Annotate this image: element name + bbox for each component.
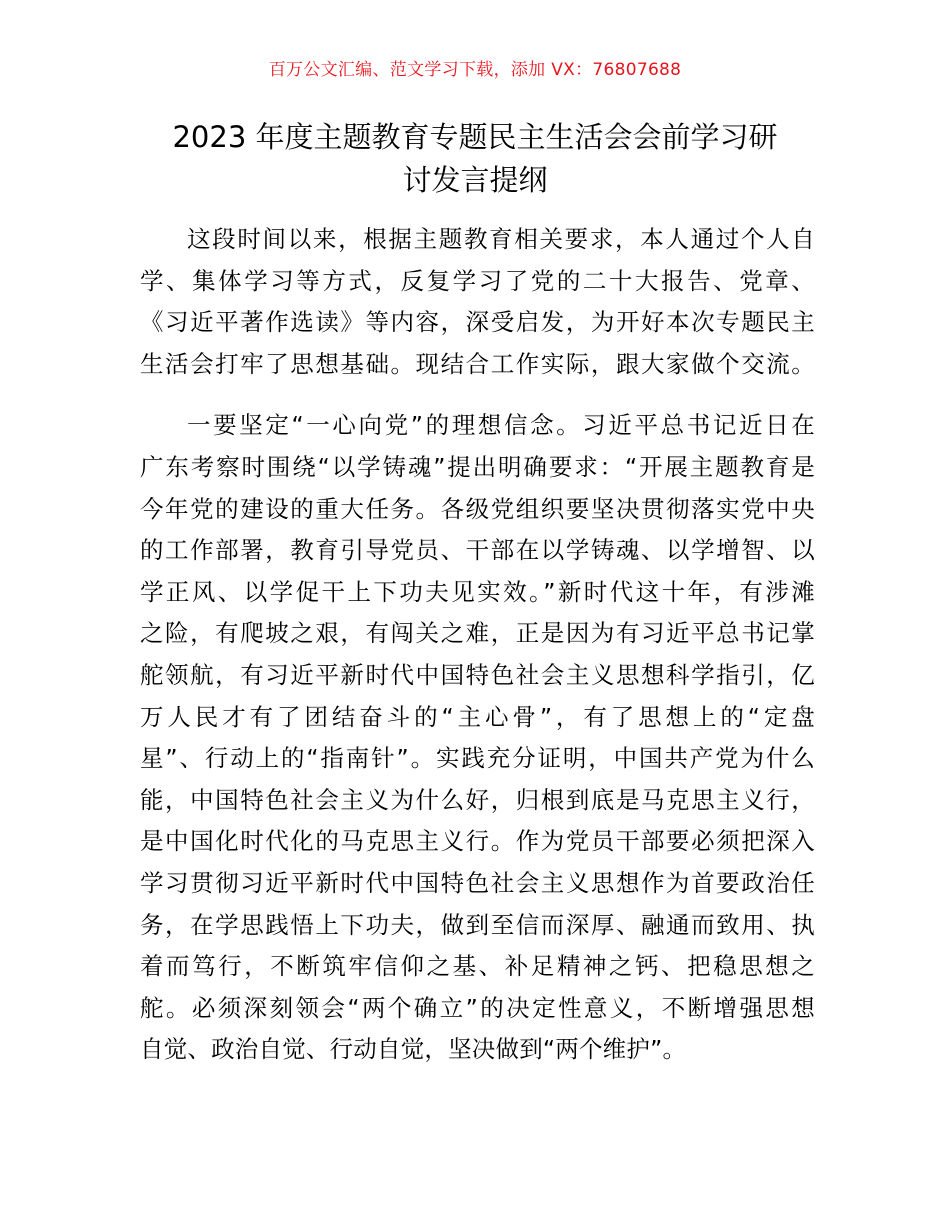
- text-line: 万人民才有了团结奋斗的“主心骨”，有了思想上的“定盘: [140, 702, 815, 731]
- title-line: 讨发言提纲: [402, 163, 548, 197]
- text-line: 这段时间以来，根据主题教育相关要求，本人通过个人自: [187, 225, 815, 253]
- text-line: 今年党的建设的重大任务。各级党组织要坚决贯彻落实党中央: [140, 494, 815, 523]
- paragraph-point-one: [140, 405, 815, 1071]
- text-line: 务，在学思践悟上下功夫，做到至信而深厚、融通而致用、执: [140, 910, 815, 939]
- header-watermark-note: 百万公文汇编、范文学习下载，添加 VX：76807688: [268, 60, 682, 80]
- text-line: 之险，有爬坡之艰，有闯关之难，正是因为有习近平总书记掌: [140, 619, 815, 648]
- text-line: 星”、行动上的“指南针”。实践充分证明，中国共产党为什么: [140, 744, 815, 773]
- text-line: 学正风、以学促干上下功夫见实效。”新时代这十年，有涉滩: [140, 577, 815, 606]
- document-title: [140, 116, 810, 202]
- text-line: 的工作部署，教育引导党员、干部在以学铸魂、以学增智、以: [140, 536, 815, 565]
- text-line: 舵。必须深刻领会“两个确立”的决定性意义，不断增强思想: [140, 993, 815, 1022]
- text-line: 《习近平著作选读》等内容，深受启发，为开好本次专题民主: [140, 308, 815, 337]
- text-line: 生活会打牢了思想基础。现结合工作实际，跟大家做个交流。: [140, 349, 815, 378]
- paragraph-intro: [140, 219, 815, 385]
- document-body: [140, 219, 815, 1091]
- text-line: 能，中国特色社会主义为什么好，归根到底是马克思主义行，: [140, 785, 815, 814]
- text-line: 一要坚定“一心向党”的理想信念。习近平总书记近日在: [187, 411, 815, 440]
- text-line: 广东考察时围绕“以学铸魂”提出明确要求：“开展主题教育是: [140, 452, 815, 481]
- text-line: 是中国化时代化的马克思主义行。作为党员干部要必须把深入: [140, 827, 815, 856]
- text-line: 着而笃行，不断筑牢信仰之基、补足精神之钙、把稳思想之: [140, 952, 815, 981]
- text-line: 学、集体学习等方式，反复学习了党的二十大报告、党章、: [140, 266, 815, 295]
- text-line: 学习贯彻习近平新时代中国特色社会主义思想作为首要政治任: [140, 868, 815, 897]
- text-line: 舵领航，有习近平新时代中国特色社会主义思想科学指引，亿: [140, 660, 815, 689]
- text-line: 自觉、政治自觉、行动自觉，坚决做到“两个维护”。: [140, 1035, 687, 1064]
- title-line: 2023 年度主题教育专题民主生活会会前学习研: [172, 120, 778, 154]
